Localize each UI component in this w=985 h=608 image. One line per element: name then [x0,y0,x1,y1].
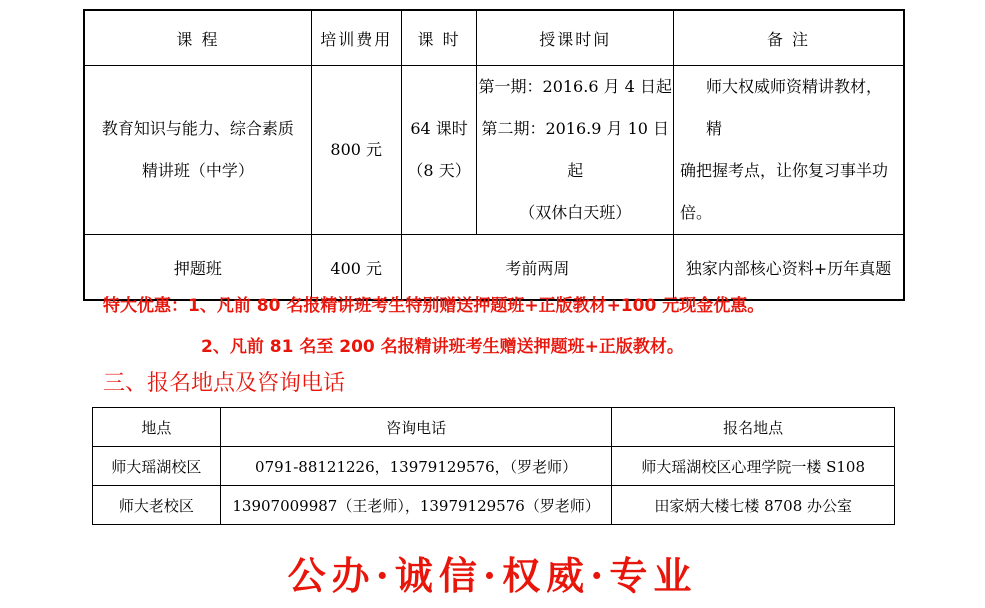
schedule-note: （双休白天班） [519,203,632,222]
schedule-cell [477,66,674,235]
time-cell: 考前两周 [401,235,673,301]
course-name-cell: 押题班 [84,235,311,301]
header-address: 报名地点 [612,408,895,447]
campus-cell: 师大老校区 [93,486,221,525]
schedule-period-1: 第一期：2016.6 月 4 日起 [478,77,672,96]
course-name-line2: 精讲班（中学） [141,161,254,180]
note-line2: 确把握考点，让你复习事半功倍。 [680,161,889,222]
hours-line2: （8 天） [407,161,471,180]
course-name-line1: 教育知识与能力、综合素质 [101,119,294,138]
header-note: 备 注 [674,10,905,66]
hours-line1: 64 课时 [410,119,468,138]
location-table-header [93,408,895,447]
phone-cell: 13907009987（王老师），13979129576（罗老师） [220,486,612,525]
section-heading: 三、报名地点及咨询电话 [103,371,346,396]
header-fee: 培训费用 [311,10,401,66]
table-row [84,66,904,235]
note-cell [674,66,905,235]
course-table-header [84,10,904,66]
header-hours: 课 时 [401,10,477,66]
header-phone: 咨询电话 [220,408,612,447]
note-line1: 师大权威师资精讲教材，精 [706,77,883,138]
offer-line-2: 2、凡前 81 名至 200 名报精讲班考生赠送押题班+正版教材。 [201,337,684,357]
offer-line-1: 特大优惠：1、凡前 80 名报精讲班考生特别赠送押题班+正版教材+100 元现金优惠。 [103,296,765,316]
header-campus: 地点 [93,408,221,447]
campus-cell: 师大瑶湖校区 [93,447,221,486]
phone-cell: 0791-88121226，13979129576，（罗老师） [220,447,612,486]
fee-cell: 400 元 [311,235,401,301]
fee-cell: 800 元 [311,66,401,235]
header-course: 课 程 [84,10,311,66]
table-row [93,486,895,525]
hours-cell [401,66,477,235]
address-cell: 田家炳大楼七楼 8708 办公室 [612,486,895,525]
header-schedule: 授课时间 [477,10,674,66]
table-row [93,447,895,486]
course-name-cell [84,66,311,235]
note-cell: 独家内部核心资料+历年真题 [674,235,905,301]
slogan: 公办·诚信·权威·专业 [287,553,698,598]
location-table [92,407,895,525]
schedule-period-2: 第二期：2016.9 月 10 日起 [481,119,670,180]
course-table [83,9,905,301]
address-cell: 师大瑶湖校区心理学院一楼 S108 [612,447,895,486]
